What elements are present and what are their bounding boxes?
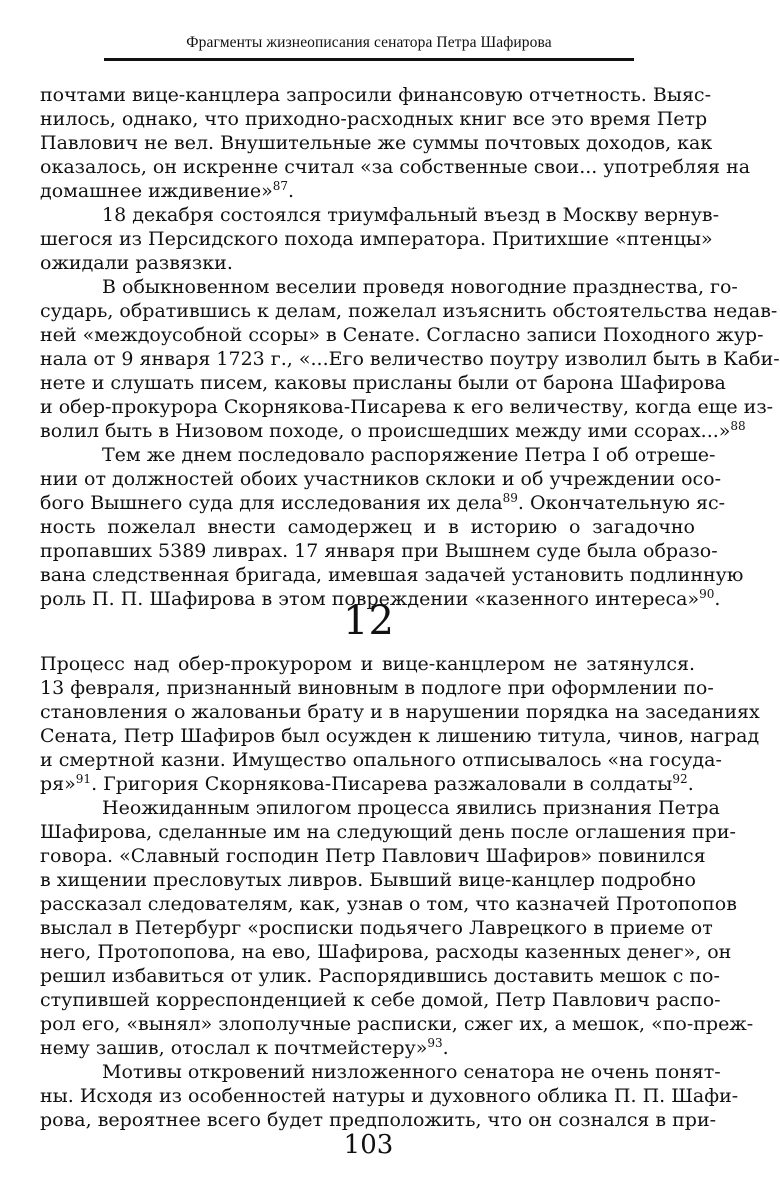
text-line <box>40 940 732 964</box>
line-text: почтами вице-канцлера запросили финансовую отчетность. Выяс- <box>40 84 711 106</box>
line-text: 18 декабря состоялся триумфальный въезд в Москву вернув- <box>102 204 720 226</box>
line-text: Сената, Петр Шафиров был осужден к лишению титула, чинов, наград <box>40 725 760 747</box>
line-text: Процесс над обер-прокурором и вице-канцлером не затянулся. <box>40 653 695 675</box>
text-line <box>40 107 708 131</box>
text-line <box>40 1012 754 1036</box>
text-line <box>40 83 711 107</box>
line-text: 13 февраля, признанный виновным в подлоге при оформлении по- <box>40 677 714 699</box>
line-text: рова, вероятнее всего будет предположить, что он сознался в при- <box>40 1109 717 1131</box>
paragraph <box>40 796 754 1060</box>
text-line <box>40 868 695 892</box>
footnote-ref[interactable]: 92 <box>672 772 688 786</box>
line-text: . <box>288 180 295 202</box>
text-line <box>40 892 737 916</box>
line-text: нии от должностей обоих участников склоки и об учреждении осо- <box>40 468 722 490</box>
line-text: и обер-прокурора Скорнякова-Писарева к его величеству, когда еще из- <box>40 396 774 418</box>
text-line <box>40 371 726 395</box>
text-line <box>40 515 695 539</box>
paragraph <box>40 1060 739 1132</box>
text-line <box>40 203 720 227</box>
paragraph <box>40 83 751 203</box>
running-head: Фрагменты жизнеописания сенатора Петра Шафирова <box>186 34 552 51</box>
line-text: . Окончательную яс- <box>517 492 726 514</box>
text-line <box>40 964 720 988</box>
text-line <box>40 419 746 443</box>
text-line <box>40 155 751 179</box>
footnote-ref[interactable]: 90 <box>699 587 715 601</box>
text-line <box>40 844 706 868</box>
line-text: . <box>714 588 721 610</box>
line-text: . <box>687 773 694 795</box>
text-line <box>40 820 736 844</box>
text-line <box>40 988 721 1012</box>
text-line <box>40 676 714 700</box>
line-text: него, Протопопова, на ево, Шафирова, расходы казенных денег», он <box>40 941 732 963</box>
line-text: оказалось, он искренне считал «за собственные свои... употребляя на <box>40 156 751 178</box>
text-line <box>40 1060 721 1084</box>
line-text: говора. «Славный господин Петр Павлович Шафиров» повинился <box>40 845 706 867</box>
line-text: пропавших 5389 ливрах. 17 января при Вышнем суде была образо- <box>40 540 718 562</box>
text-line <box>40 299 778 323</box>
line-text: волил быть в Низовом походе, о происшедших между ими ссорах...» <box>40 420 731 442</box>
line-text: становления о жалованьи брату и в нарушении порядка на заседаниях <box>40 701 760 723</box>
text-line <box>40 1084 739 1108</box>
line-text: . Григория Скорнякова-Писарева разжаловали в солдаты <box>91 773 673 795</box>
line-text: выслал в Петербург «росписки подьячего Лаврецкого в приеме от <box>40 917 713 939</box>
line-text: домашнее иждивение» <box>40 180 273 202</box>
page-number: 103 <box>343 1130 394 1160</box>
line-text: ря» <box>40 773 76 795</box>
text-line <box>40 796 720 820</box>
paragraph <box>40 203 720 275</box>
text-line <box>40 347 780 371</box>
text-line <box>40 323 764 347</box>
line-text: рол его, «вынял» злополучные расписки, сжег их, а мешок, «по-преж- <box>40 1013 754 1035</box>
text-line <box>40 916 713 940</box>
line-text: нему зашив, отослал к почтмейстеру» <box>40 1037 428 1059</box>
line-text: сударь, обратившись к делам, пожелал изъяснить обстоятельства недав- <box>40 300 778 322</box>
text-line <box>40 772 695 796</box>
footnote-ref[interactable]: 89 <box>502 491 518 505</box>
text-line <box>40 275 738 299</box>
line-text: шегося из Персидского похода императора. Притихшие «птенцы» <box>40 228 713 250</box>
line-text: ность пожелал внести самодержец и в историю о загадочно <box>40 516 695 538</box>
footnote-ref[interactable]: 91 <box>75 772 92 786</box>
text-line <box>40 467 722 491</box>
text-line <box>40 652 695 676</box>
line-text: Павлович не вел. Внушительные же суммы почтовых доходов, как <box>40 132 713 154</box>
line-text: решил избавиться от улик. Распорядившись доставить мешок с по- <box>40 965 720 987</box>
text-line <box>40 1036 695 1060</box>
paragraph <box>40 275 780 443</box>
footnote-ref[interactable]: 87 <box>272 179 289 193</box>
text-block-bottom <box>40 652 760 1132</box>
line-text: и смертной казни. Имущество опального отписывалось «на госуда- <box>40 749 722 771</box>
line-text: вана следственная бригада, имевшая задачей установить подлинную <box>40 564 744 586</box>
line-text: нете и слушать писем, каковы присланы были от барона Шафирова <box>40 372 726 394</box>
line-text: Неожиданным эпилогом процесса явились признания Петра <box>102 797 720 819</box>
line-text: роль П. П. Шафирова в этом повреждении «казенного интереса» <box>40 588 700 610</box>
text-line <box>40 700 760 724</box>
footnote-ref[interactable]: 93 <box>427 1036 443 1050</box>
line-text: ней «междоусобной ссоры» в Сенате. Согласно записи Походного жур- <box>40 324 764 346</box>
text-line <box>40 724 760 748</box>
line-text: в хищении пресловутых ливров. Бывший вице-канцлер подробно <box>40 869 696 891</box>
text-line <box>40 539 718 563</box>
text-line <box>40 443 716 467</box>
line-text: нилось, однако, что приходно-расходных книг все это время Петр <box>40 108 708 130</box>
text-line <box>40 748 722 772</box>
text-line <box>40 1108 717 1132</box>
line-text: Мотивы откровений низложенного сенатора не очень понят- <box>102 1061 721 1083</box>
line-text: Шафирова, сделанные им на следующий день после оглашения при- <box>40 821 736 843</box>
line-text: В обыкновенном веселии проведя новогодние празднества, го- <box>102 276 738 298</box>
header-rule <box>104 58 634 61</box>
text-line <box>40 491 726 515</box>
text-line <box>40 563 744 587</box>
line-text: ожидали развязки. <box>40 252 233 274</box>
text-line <box>40 131 713 155</box>
text-line <box>40 395 774 419</box>
text-line <box>40 179 695 203</box>
footnote-ref[interactable]: 88 <box>730 419 746 433</box>
line-text: ступившей корреспонденцией к себе домой, Петр Павлович распо- <box>40 989 721 1011</box>
chapter-number: 12 <box>343 598 394 644</box>
line-text: . <box>442 1037 449 1059</box>
text-line <box>40 251 695 275</box>
paragraph <box>40 652 760 796</box>
text-block-top <box>40 83 780 611</box>
line-text: Тем же днем последовало распоряжение Петра I об отреше- <box>102 444 716 466</box>
line-text: нала от 9 января 1723 г., «...Его величество поутру изволил быть в Каби- <box>40 348 780 370</box>
paragraph <box>40 443 744 611</box>
text-line <box>40 227 713 251</box>
line-text: ны. Исходя из особенностей натуры и духовного облика П. П. Шафи- <box>40 1085 739 1107</box>
line-text: бого Вышнего суда для исследования их дела <box>40 492 503 514</box>
line-text: рассказал следователям, как, узнав о том, что казначей Протопопов <box>40 893 737 915</box>
